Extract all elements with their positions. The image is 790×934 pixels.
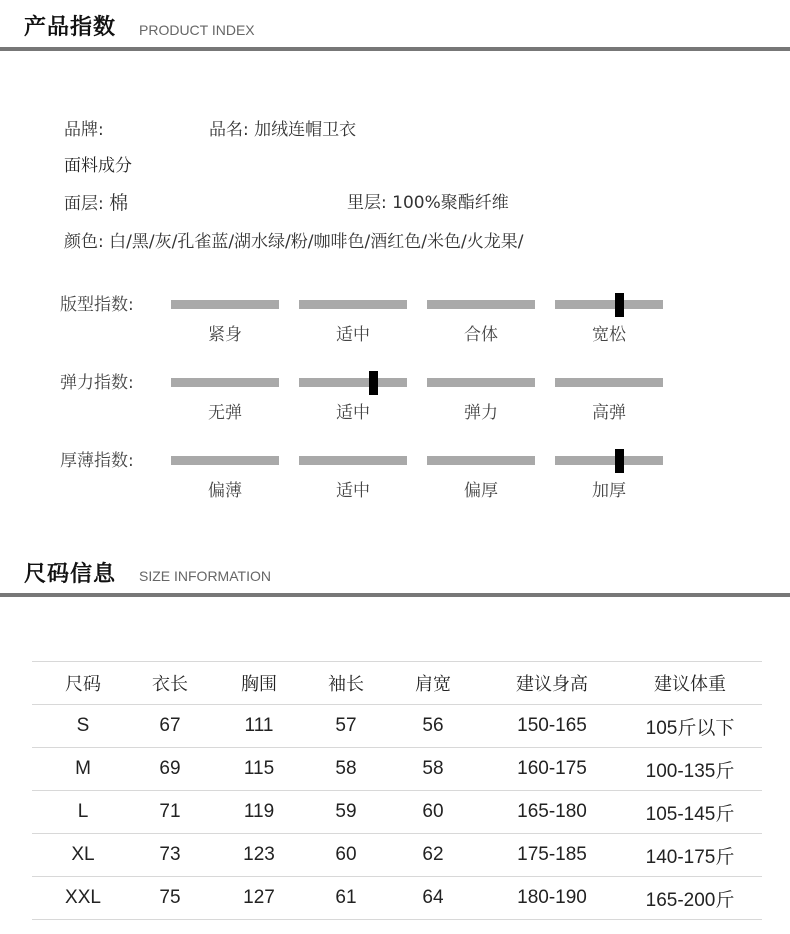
table-cell: 160-175 <box>486 748 618 791</box>
table-cell: S <box>32 705 134 748</box>
table-row <box>32 877 762 920</box>
size-table-header-cell: 肩宽 <box>380 662 486 705</box>
index-segment-label: 适中 <box>336 481 370 501</box>
table-cell: 60 <box>380 791 486 834</box>
size-info-subtitle: SIZE INFORMATION <box>139 568 271 584</box>
table-cell: M <box>32 748 134 791</box>
table-cell: 119 <box>206 791 312 834</box>
outer-label: 面层: <box>64 194 104 214</box>
table-cell: 165-180 <box>486 791 618 834</box>
index-bar-segment <box>299 378 407 387</box>
table-cell: 140-175斤 <box>618 834 762 877</box>
table-cell: 58 <box>380 748 486 791</box>
index-segment-label: 加厚 <box>592 481 626 501</box>
name-value: 加绒连帽卫衣 <box>254 120 357 140</box>
index-segment-label: 高弹 <box>592 403 626 423</box>
inner-layer <box>347 188 509 213</box>
table-cell: 123 <box>206 834 312 877</box>
table-cell: 57 <box>312 705 380 748</box>
table-cell: 59 <box>312 791 380 834</box>
table-cell: 175-185 <box>486 834 618 877</box>
table-cell: 127 <box>206 877 312 920</box>
size-table-header-cell: 尺码 <box>32 662 134 705</box>
table-cell: XXL <box>32 877 134 920</box>
index-bar-segment <box>171 456 279 465</box>
table-cell: 69 <box>134 748 206 791</box>
index-bar-segment <box>555 456 663 465</box>
table-row <box>32 791 762 834</box>
table-cell: 71 <box>134 791 206 834</box>
color-value: 白/黑/灰/孔雀蓝/湖水绿/粉/咖啡色/酒红色/米色/火龙果/ <box>109 232 524 252</box>
index-bar-segment <box>299 456 407 465</box>
table-cell: 105斤以下 <box>618 705 762 748</box>
table-cell: XL <box>32 834 134 877</box>
table-cell: 111 <box>206 705 312 748</box>
size-table-header-cell: 建议体重 <box>618 662 762 705</box>
table-cell: 180-190 <box>486 877 618 920</box>
index-segment-label: 紧身 <box>208 325 242 345</box>
table-cell: 61 <box>312 877 380 920</box>
size-table <box>32 661 762 920</box>
table-cell: 67 <box>134 705 206 748</box>
size-info-title: 尺码信息 <box>24 562 117 587</box>
table-cell: 105-145斤 <box>618 791 762 834</box>
index-bar-segment <box>427 456 535 465</box>
product-index-subtitle: PRODUCT INDEX <box>139 22 255 38</box>
index-segment-label: 适中 <box>336 403 370 423</box>
section-divider <box>0 593 790 597</box>
table-cell: 75 <box>134 877 206 920</box>
table-cell: 62 <box>380 834 486 877</box>
size-table-header-cell: 建议身高 <box>486 662 618 705</box>
table-cell: 150-165 <box>486 705 618 748</box>
index-label: 弹力指数: <box>60 373 134 393</box>
product-index-title: 产品指数 <box>24 15 117 40</box>
index-segment-label: 弹力 <box>464 403 498 423</box>
table-cell: 56 <box>380 705 486 748</box>
table-cell: 165-200斤 <box>618 877 762 920</box>
table-row <box>32 748 762 791</box>
table-row <box>32 705 762 748</box>
table-cell: 64 <box>380 877 486 920</box>
fabric-heading: 面料成分 <box>64 156 132 176</box>
product-name <box>209 115 356 140</box>
inner-value: 100%聚酯纤维 <box>392 193 509 213</box>
table-cell: 60 <box>312 834 380 877</box>
index-bar-segment <box>171 300 279 309</box>
brand-label: 品牌: <box>64 120 104 140</box>
table-row <box>32 834 762 877</box>
outer-layer <box>64 188 128 215</box>
index-bar-segment <box>171 378 279 387</box>
size-table-header-cell: 袖长 <box>312 662 380 705</box>
section-divider <box>0 47 790 51</box>
index-marker <box>615 449 624 473</box>
index-bar-segment <box>555 300 663 309</box>
index-marker <box>369 371 378 395</box>
outer-value: 棉 <box>109 192 129 214</box>
table-cell: 73 <box>134 834 206 877</box>
index-segment-label: 宽松 <box>592 325 626 345</box>
table-cell: 58 <box>312 748 380 791</box>
index-marker <box>615 293 624 317</box>
inner-label: 里层: <box>347 193 387 213</box>
index-label: 厚薄指数: <box>60 451 134 471</box>
index-bar-segment <box>555 378 663 387</box>
table-cell: 115 <box>206 748 312 791</box>
size-table-header-cell: 胸围 <box>206 662 312 705</box>
index-bar-segment <box>427 378 535 387</box>
colors <box>64 227 523 252</box>
index-segment-label: 偏厚 <box>464 481 498 501</box>
index-bar-segment <box>299 300 407 309</box>
name-label: 品名: <box>209 120 249 140</box>
index-label: 版型指数: <box>60 295 134 315</box>
color-label: 颜色: <box>64 232 104 252</box>
table-cell: L <box>32 791 134 834</box>
size-table-header <box>32 662 762 705</box>
index-segment-label: 无弹 <box>208 403 242 423</box>
index-segment-label: 偏薄 <box>208 481 242 501</box>
table-cell: 100-135斤 <box>618 748 762 791</box>
size-table-header-cell: 衣长 <box>134 662 206 705</box>
index-segment-label: 合体 <box>464 325 498 345</box>
index-bar-segment <box>427 300 535 309</box>
index-segment-label: 适中 <box>336 325 370 345</box>
